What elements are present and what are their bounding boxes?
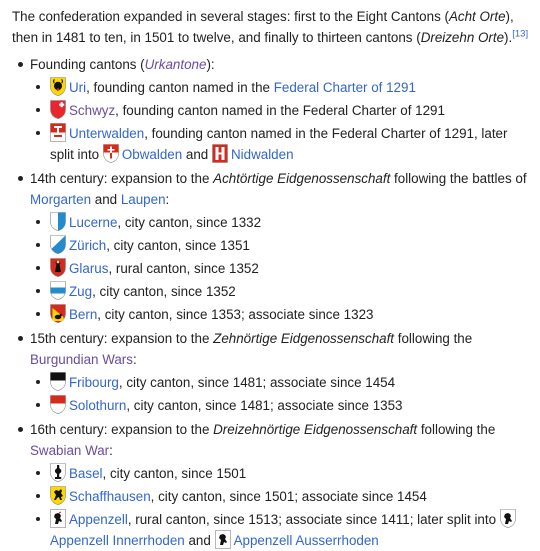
14th-century-cantons-list — [30, 212, 530, 325]
urkantone-link[interactable]: Urkantone — [144, 57, 207, 72]
canton-link-zug[interactable]: Zug — [69, 284, 93, 299]
canton-link-solothurn[interactable]: Solothurn — [69, 398, 127, 413]
schaffhausen-flag-icon[interactable] — [50, 486, 66, 505]
solothurn-flag-icon[interactable] — [50, 395, 66, 414]
lucerne-flag-icon[interactable] — [50, 212, 66, 231]
intro-italic: Dreizehn Orte — [420, 30, 505, 45]
list-item: Unterwalden, founding canton named in the Federal Charter of 1291, later split into Obwalden and Nidwalden — [30, 123, 530, 165]
canton-link-nidwalden[interactable]: Nidwalden — [230, 147, 294, 162]
uri-flag-icon[interactable] — [50, 77, 66, 96]
nidwalden-flag-icon[interactable] — [212, 144, 228, 163]
list-item: Lucerne, city canton, since 1332 — [30, 212, 530, 233]
appenzell-ausserrhoden-flag-icon[interactable] — [215, 530, 231, 549]
fribourg-flag-icon[interactable] — [50, 372, 66, 391]
stage-founding: Founding cantons (Urkantone): Uri, founding canton named in the Federal Charter of 1291 Schwyz, founding canton named in the Federal Charter of 1291 Unterwalden, founding canton named in the Federal Charter of 1291, later split into Obwalden and Nidwalden — [12, 54, 530, 165]
stages-list — [12, 54, 530, 551]
intro-paragraph — [12, 6, 530, 48]
canton-link-obwalden[interactable]: Obwalden — [121, 147, 183, 162]
list-item: Basel, city canton, since 1501 — [30, 463, 530, 484]
list-item: Uri, founding canton named in the Federal Charter of 1291 — [30, 77, 530, 98]
appenzell-flag-icon[interactable] — [50, 509, 66, 528]
canton-link-schaffhausen[interactable]: Schaffhausen — [69, 489, 151, 504]
list-item: Schwyz, founding canton named in the Federal Charter of 1291 — [30, 100, 530, 121]
16th-century-cantons-list — [30, 463, 530, 551]
list-item: Solothurn, city canton, since 1481; associate since 1353 — [30, 395, 530, 416]
schwyz-flag-icon[interactable] — [50, 100, 66, 119]
canton-link-lucerne[interactable]: Lucerne — [69, 215, 118, 230]
obwalden-flag-icon[interactable] — [103, 144, 119, 163]
list-item: Appenzell, rural canton, since 1513; associate since 1411; later split into Appenzell Innerrhoden and Appenzell Ausserrhoden — [30, 509, 530, 551]
intro-text: The confederation expanded in several stages: first to the Eight Cantons ( — [12, 9, 449, 24]
canton-link-schwyz[interactable]: Schwyz — [69, 103, 116, 118]
canton-link-zurich[interactable]: Zürich — [69, 238, 107, 253]
unterwalden-flag-icon[interactable] — [50, 123, 66, 142]
intro-italic: Acht Orte — [448, 9, 506, 24]
federal-charter-link[interactable]: Federal Charter of 1291 — [273, 80, 416, 95]
canton-link-appenzell[interactable]: Appenzell — [69, 512, 128, 527]
canton-link-uri[interactable]: Uri — [69, 80, 87, 95]
canton-link-appenzell-ausserrhoden[interactable]: Appenzell Ausserrhoden — [233, 533, 379, 548]
list-item: Zürich, city canton, since 1351 — [30, 235, 530, 256]
intro-text: ). — [504, 30, 513, 45]
battle-link-laupen[interactable]: Laupen — [120, 192, 166, 207]
swabian-war-link[interactable]: Swabian War — [30, 443, 110, 458]
reference-link-13[interactable]: [13] — [512, 28, 529, 40]
list-item: Zug, city canton, since 1352 — [30, 281, 530, 302]
list-item: Glarus, rural canton, since 1352 — [30, 258, 530, 279]
zurich-flag-icon[interactable] — [50, 235, 66, 254]
canton-link-fribourg[interactable]: Fribourg — [69, 375, 119, 390]
burgundian-wars-link[interactable]: Burgundian Wars — [30, 352, 133, 367]
intro-text: ), then in 1481 to ten, in 1501 to twelve, and finally to thirteen cantons ( — [12, 9, 514, 45]
battle-link-morgarten[interactable]: Morgarten — [30, 192, 92, 207]
15th-century-cantons-list — [30, 372, 530, 416]
canton-link-glarus[interactable]: Glarus — [69, 261, 109, 276]
stage-15th-century: 15th century: expansion to the Zehnörtige Eidgenossenschaft following the Burgundian Wars: Fribourg, city canton, since 1481; associate since 1454 Solothurn, city canton, since 1481; associate since 1353 — [12, 328, 530, 416]
confederation-name: Dreizehnörtige Eidgenossenschaft — [213, 422, 418, 437]
canton-link-basel[interactable]: Basel — [69, 466, 103, 481]
stage-16th-century: 16th century: expansion to the Dreizehnörtige Eidgenossenschaft following the Swabian War: Basel, city canton, since 1501 Schaffhausen, city canton, since 1501; associate since 1454 Appenzell, rural canton, since 1513; associate since 1411; later split into Appenzell Innerrhoden and Appenzell Ausserrhoden — [12, 419, 530, 551]
confederation-name: Zehnörtige Eidgenossenschaft — [213, 331, 395, 346]
confederation-name: Achtörtige Eidgenossenschaft — [213, 171, 391, 186]
canton-link-unterwalden[interactable]: Unterwalden — [69, 126, 145, 141]
basel-flag-icon[interactable] — [50, 463, 66, 482]
stage-14th-century: 14th century: expansion to the Achtörtige Eidgenossenschaft following the battles of Morgarten and Laupen: Lucerne, city canton, since 1332 Zürich, city canton, since 1351 Glarus, rural canton, since 1352 Zug, city canton, since 1352 Bern, city canton, since 1353; associate since 1323 — [12, 168, 530, 325]
founding-cantons-list — [30, 77, 530, 165]
list-item: Bern, city canton, since 1353; associate since 1323 — [30, 304, 530, 325]
list-item: Fribourg, city canton, since 1481; associate since 1454 — [30, 372, 530, 393]
zug-flag-icon[interactable] — [50, 281, 66, 300]
bern-flag-icon[interactable] — [50, 304, 66, 323]
list-item: Schaffhausen, city canton, since 1501; associate since 1454 — [30, 486, 530, 507]
glarus-flag-icon[interactable] — [50, 258, 66, 277]
canton-link-appenzell-innerrhoden[interactable]: Appenzell Innerrhoden — [50, 533, 185, 548]
appenzell-innerrhoden-flag-icon[interactable] — [500, 509, 516, 528]
canton-link-bern[interactable]: Bern — [69, 307, 98, 322]
